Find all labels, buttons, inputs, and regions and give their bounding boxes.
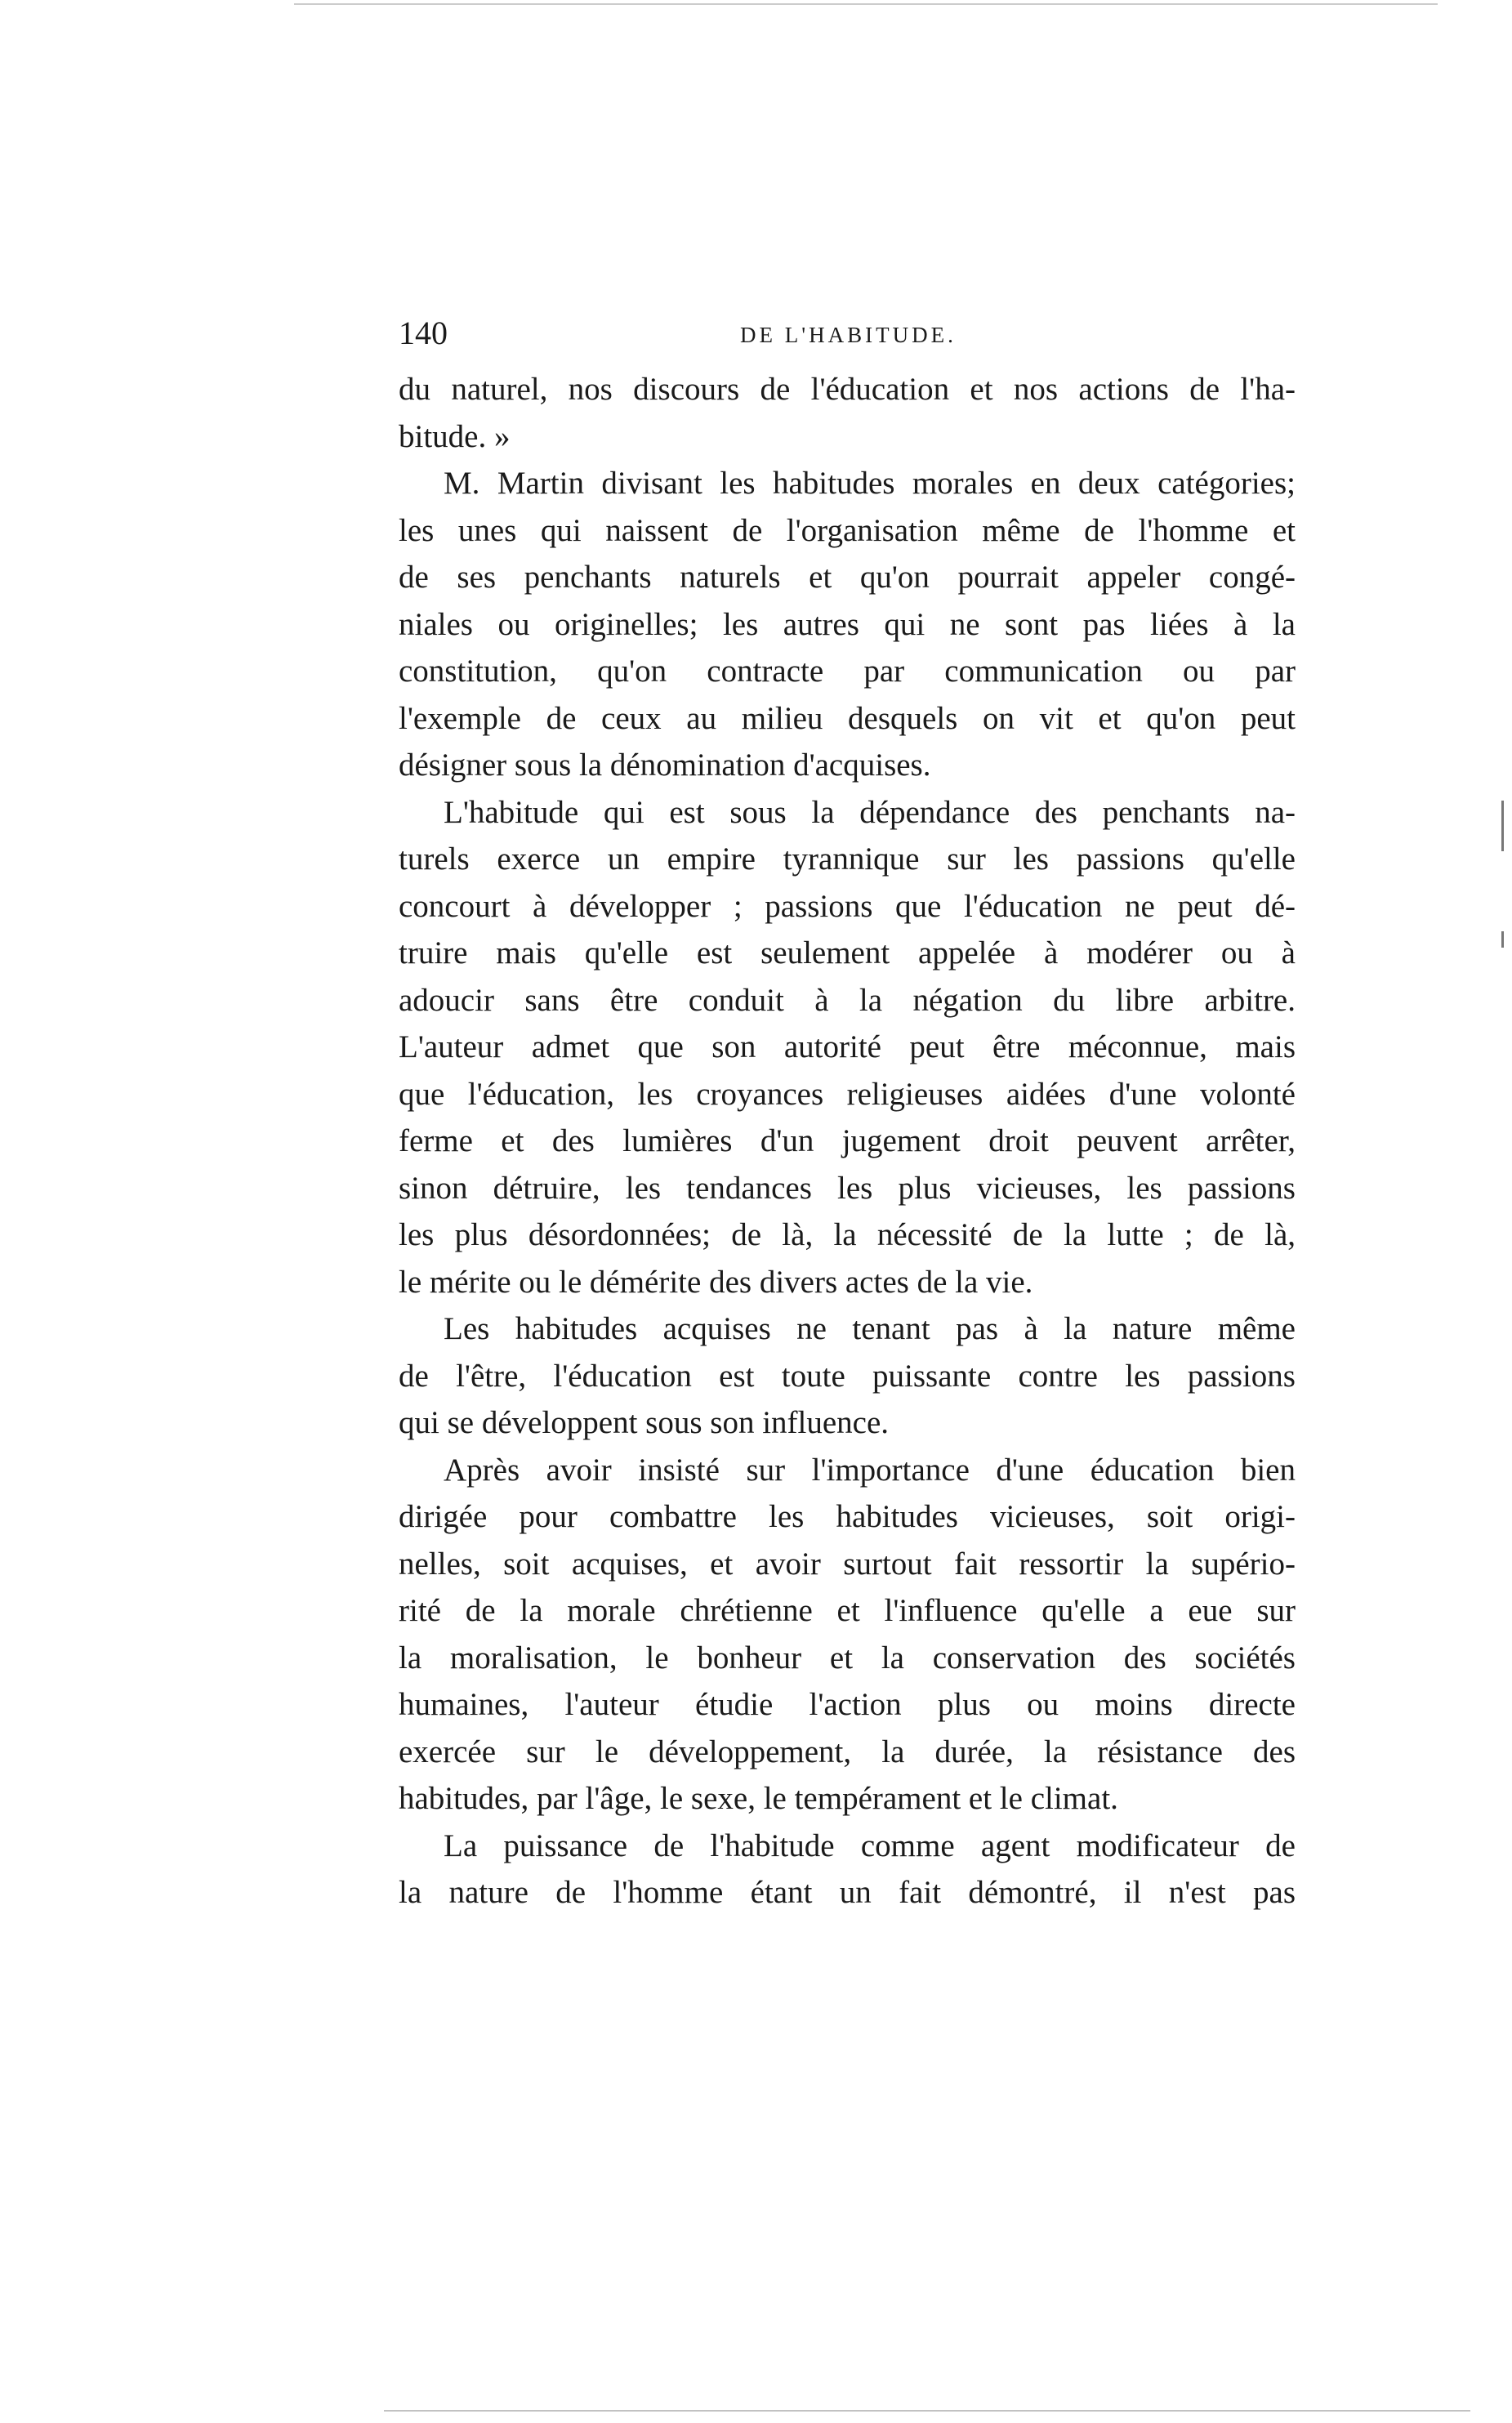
text-line: L'auteur admet que son autorité peut être méconnue, mais — [399, 1029, 1296, 1064]
text-line: les unes qui naissent de l'organisation même de l'homme et — [399, 512, 1296, 548]
margin-scan-mark — [1501, 931, 1504, 948]
text-line: L'habitude qui est sous la dépendance des penchants na- — [444, 794, 1296, 830]
text-line: turels exerce un empire tyrannique sur les passions qu'elle — [399, 841, 1296, 877]
text-line: M. Martin divisant les habitudes morales en deux catégories; — [444, 466, 1296, 501]
text-line: sinon détruire, les tendances les plus vicieuses, les passions — [399, 1170, 1296, 1206]
text-line: exercée sur le développement, la durée, la résistance des — [399, 1734, 1296, 1769]
top-scan-edge — [294, 3, 1438, 5]
page-number: 140 — [399, 315, 448, 351]
text-line: du naturel, nos discours de l'éducation et nos actions de l'ha- — [399, 372, 1296, 407]
text-line: Les habitudes acquises ne tenant pas à la nature même — [444, 1311, 1296, 1346]
text-line: la nature de l'homme étant un fait démontré, il n'est pas — [399, 1875, 1296, 1910]
text-line: ferme et des lumières d'un jugement droit peuvent arrêter, — [399, 1123, 1296, 1158]
running-title: DE L'HABITUDE. — [740, 323, 957, 347]
running-head — [399, 309, 1296, 358]
text-line: que l'éducation, les croyances religieuses aidées d'une volonté — [399, 1076, 1296, 1112]
text-line: niales ou originelles; les autres qui ne sont pas liées à la — [399, 606, 1296, 642]
text-line: bitude. » — [399, 418, 511, 454]
text-line: concourt à développer ; passions que l'éducation ne peut dé- — [399, 888, 1296, 924]
margin-scan-mark — [1501, 801, 1504, 851]
text-line: nelles, soit acquises, et avoir surtout fait ressortir la supério- — [399, 1546, 1296, 1582]
text-line: La puissance de l'habitude comme agent modificateur de — [444, 1827, 1296, 1863]
text-line: les plus désordonnées; de là, la nécessité de la lutte ; de là, — [399, 1217, 1296, 1252]
body-text — [399, 366, 1296, 1917]
text-line: Après avoir insisté sur l'importance d'une éducation bien — [444, 1452, 1296, 1488]
text-line: humaines, l'auteur étudie l'action plus ou moins directe — [399, 1687, 1296, 1722]
text-line: habitudes, par l'âge, le sexe, le tempérament et le climat. — [399, 1781, 1118, 1816]
text-line: truire mais qu'elle est seulement appelée à modérer ou à — [399, 935, 1296, 971]
text-line: de ses penchants naturels et qu'on pourrait appeler congé- — [399, 560, 1296, 595]
text-line: désigner sous la dénomination d'acquises. — [399, 747, 931, 783]
text-line: de l'être, l'éducation est toute puissante contre les passions — [399, 1358, 1296, 1394]
text-line: la moralisation, le bonheur et la conservation des sociétés — [399, 1640, 1296, 1676]
text-line: rité de la morale chrétienne et l'influence qu'elle a eue sur — [399, 1593, 1296, 1628]
text-line: constitution, qu'on contracte par communication ou par — [399, 654, 1296, 689]
text-line: qui se développent sous son influence. — [399, 1405, 890, 1440]
text-line: adoucir sans être conduit à la négation du libre arbitre. — [399, 982, 1296, 1018]
text-line: l'exemple de ceux au milieu desquels on vit et qu'on peut — [399, 700, 1296, 736]
text-line: le mérite ou le démérite des divers actes de la vie. — [399, 1264, 1033, 1300]
bottom-scan-edge — [384, 2410, 1470, 2412]
text-line: dirigée pour combattre les habitudes vicieuses, soit origi- — [399, 1499, 1296, 1534]
